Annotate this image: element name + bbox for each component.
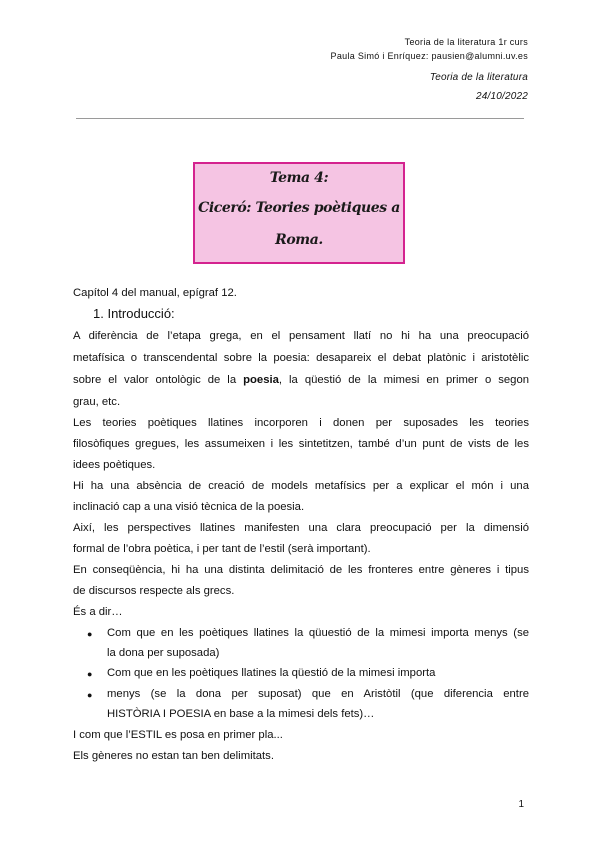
header-course: Teoria de la literatura 1r curs [404, 37, 528, 47]
paragraph-line: I com que l’ESTIL es posa en primer pla... [73, 729, 283, 741]
paragraph-line: idees poètiques. [73, 459, 156, 471]
paragraph-line: Hi ha una absència de creació de models metafísics per a explicar el món i una [73, 480, 529, 492]
paragraph-line: inclinació cap a una visió tècnica de la poesia. [73, 501, 305, 513]
text-segment: , la qüestió de la mimesi en primer o segon [278, 374, 530, 386]
header-subject: Teoria de la literatura [429, 72, 528, 83]
bullet-icon: ● [87, 690, 93, 700]
title-line-1: Tema 4: [269, 170, 329, 186]
paragraph-line: És a dir… [73, 606, 123, 618]
header-divider [76, 118, 524, 119]
header-date: 24/10/2022 [475, 91, 528, 102]
header-author: Paula Simó i Enríquez: pausien@alumni.uv.es [330, 51, 528, 61]
bold-term-poesia: poesia [243, 374, 279, 386]
paragraph-line: A diferència de l’etapa grega, en el pensament llatí no hi ha una preocupació [73, 330, 529, 342]
list-item-text: la dona per suposada) [107, 647, 220, 659]
paragraph-line: grau, etc. [73, 396, 121, 408]
paragraph-line: Així, les perspectives llatines manifesten una clara preocupació per la dimensió [73, 522, 529, 534]
list-item-text: menys (se la dona per suposat) que en Aristòtil (que diferencia entre [107, 688, 529, 700]
paragraph-line: de discursos respecte als grecs. [73, 585, 235, 597]
text-segment: sobre el valor ontològic de la [73, 374, 244, 386]
bullet-icon: ● [87, 669, 93, 679]
paragraph-line: metafísica o transcendental sobre la poesia: desapareix el debat platònic i aristotèlic [73, 352, 529, 364]
title-line-3: Roma. [275, 232, 323, 248]
paragraph-line: formal de l’obra poètica, i per tant de l’estil (serà important). [73, 543, 371, 555]
list-item-text: HISTÒRIA I POESIA en base a la mimesi dels fets)… [107, 708, 375, 720]
list-item-text: Com que en les poètiques llatines la qüestió de la mimesi importa [107, 667, 436, 679]
paragraph-line: Les teories poètiques llatines incorporen i donen per suposades les teories [73, 417, 529, 429]
paragraph-line: filosòfiques gregues, les assumeixen i les sintetitzen, també d’un punt de vists de les [73, 438, 529, 450]
topic-title-box [193, 162, 405, 264]
list-item-text: Com que en les poètiques llatines la qüuestió de la mimesi importa menys (se [107, 627, 529, 639]
bullet-icon: ● [87, 629, 93, 639]
paragraph-line: En conseqüència, hi ha una distinta delimitació de les fronteres entre gèneres i tipus [73, 564, 529, 576]
title-line-2: Ciceró: Teories poètiques a [198, 200, 400, 216]
section-heading: 1. Introducció: [93, 306, 175, 321]
source-reference: Capítol 4 del manual, epígraf 12. [73, 287, 237, 299]
paragraph-line: Els gèneres no estan tan ben delimitats. [73, 750, 274, 762]
page-number: 1 [518, 799, 524, 810]
paragraph-line [73, 374, 529, 386]
